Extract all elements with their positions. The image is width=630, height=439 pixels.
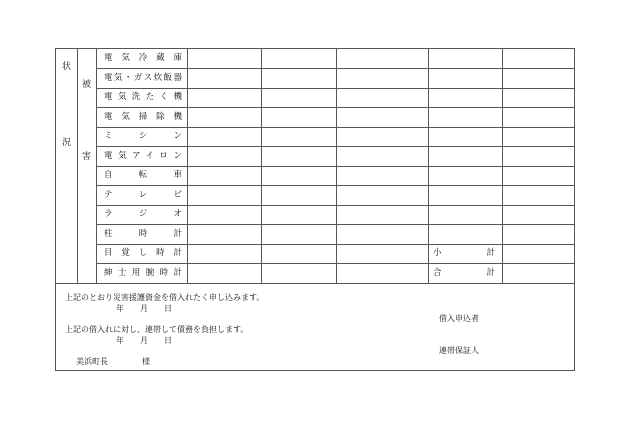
subtotal-label: 小計 bbox=[433, 248, 495, 258]
item-label: 電気・ガス炊飯器 bbox=[104, 73, 182, 83]
damage-form-table bbox=[55, 48, 575, 371]
guarantee-date: 年 月 日 bbox=[116, 336, 172, 345]
total-label: 合計 bbox=[433, 268, 495, 278]
table-bottom-border bbox=[56, 283, 575, 284]
item-label: 自転車 bbox=[104, 170, 182, 180]
item-label: 電気洗たく機 bbox=[104, 92, 182, 102]
item-label: テレビ bbox=[104, 190, 182, 200]
guarantee-statement: 上記の借入れに対し、連帯して債務を負担します。 bbox=[65, 325, 249, 334]
column-divider bbox=[77, 49, 78, 284]
application-statement: 上記のとおり災害援護資金を借入れたく申し込みます。 bbox=[65, 293, 265, 302]
applicant-label: 借入申込者 bbox=[439, 314, 479, 323]
addressee: 美浜町長 bbox=[76, 357, 108, 366]
damage-label-bottom: 害 bbox=[82, 152, 92, 162]
application-date: 年 月 日 bbox=[116, 304, 172, 313]
status-label-bottom: 況 bbox=[62, 138, 72, 148]
item-label: ミシン bbox=[104, 131, 182, 141]
item-label: 電気掃除機 bbox=[104, 112, 182, 122]
status-label-top: 状 bbox=[62, 62, 72, 72]
guarantor-label: 連帯保証人 bbox=[439, 346, 479, 355]
honorific: 様 bbox=[142, 357, 150, 366]
item-label: 紳士用腕時計 bbox=[104, 268, 182, 278]
damage-label-top: 被 bbox=[82, 80, 92, 90]
item-label: 目覚し時計 bbox=[104, 248, 182, 258]
item-label: 電気冷蔵庫 bbox=[104, 53, 182, 63]
item-label: 柱時計 bbox=[104, 229, 182, 239]
item-label: 電気アイロン bbox=[104, 151, 182, 161]
item-label: ラジオ bbox=[104, 209, 182, 219]
